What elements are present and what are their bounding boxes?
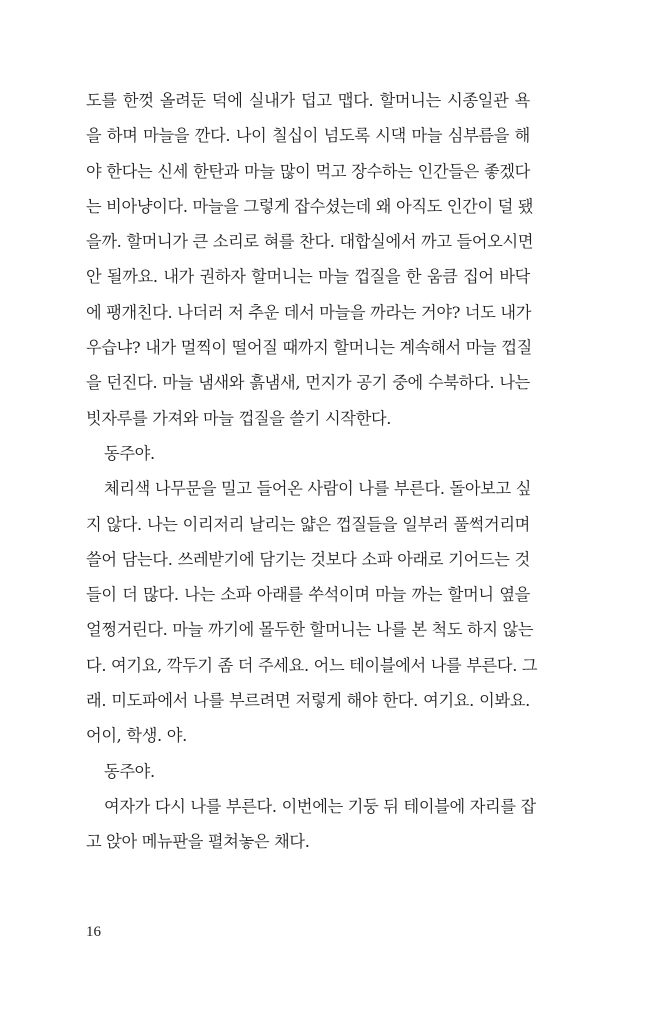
text-line: 안 될까요. 내가 권하자 할머니는 마늘 껍질을 한 움큼 집어 바닥 bbox=[86, 267, 530, 287]
text-line: 에 팽개친다. 나더러 저 추운 데서 마늘을 까라는 거야? 너도 내가 bbox=[86, 302, 532, 322]
text-line: 을 던진다. 마늘 냄새와 흙냄새, 먼지가 공기 중에 수북하다. 나는 bbox=[86, 373, 530, 393]
text-line: 래. 미도파에서 나를 부르려면 저렇게 해야 한다. 여기요. 이봐요. bbox=[86, 691, 530, 711]
text-line: 어이, 학생. 야. bbox=[86, 726, 187, 746]
body-text bbox=[86, 83, 538, 860]
text-line: 지 않다. 나는 이리저리 날리는 얇은 껍질들을 일부러 풀썩거리며 bbox=[86, 514, 530, 534]
text-line: 도를 한껏 올려둔 덕에 실내가 덥고 맵다. 할머니는 시종일관 욕 bbox=[86, 91, 530, 110]
text-line: 여자가 다시 나를 부른다. 이번에는 기둥 뒤 테이블에 자리를 잡 bbox=[104, 796, 536, 816]
text-line: 고 앉아 메뉴판을 펼쳐놓은 채다. bbox=[86, 832, 310, 852]
text-line: 다. 여기요, 깍두기 좀 더 주세요. 어느 테이블에서 나를 부른다. 그 bbox=[86, 655, 538, 675]
text-line: 쓸어 담는다. 쓰레받기에 담기는 것보다 소파 아래로 기어드는 것 bbox=[86, 549, 530, 569]
text-line: 을 하며 마늘을 깐다. 나이 칠십이 넘도록 시댁 마늘 심부름을 해 bbox=[86, 126, 530, 146]
text-line: 을까. 할머니가 큰 소리로 혀를 찬다. 대합실에서 까고 들어오시면 bbox=[86, 232, 534, 252]
text-line: 우습냐? 내가 멀찍이 떨어질 때까지 할머니는 계속해서 마늘 껍질 bbox=[86, 338, 532, 358]
text-line: 들이 더 많다. 나는 소파 아래를 쑤석이며 마늘 까는 할머니 옆을 bbox=[86, 585, 530, 605]
text-line: 얼쩡거린다. 마늘 까기에 몰두한 할머니는 나를 본 척도 하지 않는 bbox=[86, 620, 534, 640]
text-line: 는 비아냥이다. 마늘을 그렇게 잡수셨는데 왜 아직도 인간이 덜 됐 bbox=[86, 196, 534, 216]
dialogue-line: 동주야. bbox=[104, 761, 155, 781]
dialogue-line: 동주야. bbox=[104, 443, 155, 463]
text-line: 체리색 나무문을 밀고 들어온 사람이 나를 부른다. 돌아보고 싶 bbox=[104, 479, 532, 499]
page-number: 16 bbox=[86, 924, 101, 940]
text-line: 야 한다는 신세 한탄과 마늘 많이 먹고 장수하는 인간들은 좋겠다 bbox=[86, 161, 530, 181]
text-line: 빗자루를 가져와 마늘 껍질을 쓸기 시작한다. bbox=[86, 408, 392, 428]
